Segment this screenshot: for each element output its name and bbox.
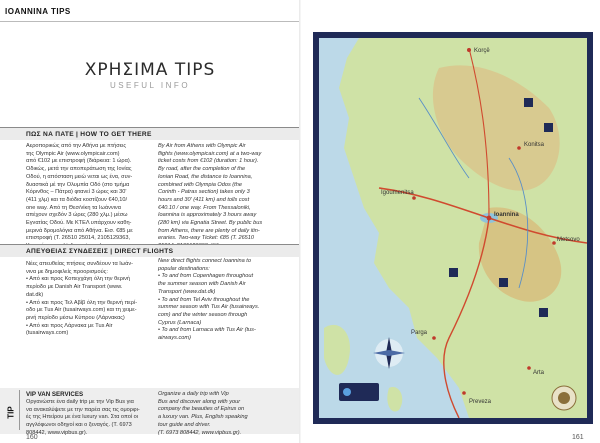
text-line: δυαστικά μέ την Ολυμπία Οδό (στο τμήμα	[26, 181, 130, 188]
text-line: Ioannina is approximately 3 hours away	[158, 212, 257, 219]
text-line: eraries. Two-way Ticket: €85 (T. 26510	[158, 235, 255, 242]
text-line: ticket costs from €102 (duration: 1 hour).	[158, 158, 259, 165]
text-line: Organize a daily trip with Vip	[158, 391, 229, 397]
text-line: Cyprus (Larnaca)	[158, 319, 202, 326]
text-line: • To and from Tel Aviv throughout the	[158, 296, 250, 303]
text-line: hours and 30' (411 km) and tolls cost	[158, 196, 250, 203]
city-label: Metsovo	[557, 237, 580, 243]
tip-divider	[19, 390, 20, 430]
text-line: να ανακαλύψετε με την παρέα σας τις ομορφι-	[26, 406, 140, 413]
header-rule	[0, 21, 300, 22]
tip-label-text: TIP	[6, 405, 16, 419]
map-marker-korce	[467, 48, 471, 52]
city-label: Konitsa	[524, 142, 545, 148]
text-line: Κόρινθος – Πάτρα) φτανεί 3 ώρες και 30'	[26, 189, 127, 196]
text-line: one way. Από τη Θεσ/νίκη τα Ιωάννινα	[26, 204, 121, 211]
text-line: αγγλόφωνοι οδηγοί και ο ξεναγός. (Τ. 6973	[26, 422, 132, 429]
text-line: 808442, www.vipbus.gr).	[26, 429, 88, 436]
text-line: Νέες απευθείας πτήσεις συνδέουν τα Ιωάν-	[26, 261, 134, 267]
how-to-get-there-english-text	[158, 143, 286, 259]
text-line: ές της Ηπείρου με ένα luxury van. Στα οποί οι	[26, 414, 138, 421]
direct-flights-greek-text	[26, 261, 147, 338]
text-line: της Olympic Air (www.olympicair.com)	[26, 150, 120, 157]
map-marker-metsovo	[552, 241, 556, 245]
text-line: Corinth - Patras section) takes only 3	[158, 189, 250, 196]
text-line: • Από και προς Τελ Αβίβ όλη την θερινή περί-	[26, 299, 138, 306]
how-to-get-there-greek-text	[26, 143, 147, 251]
text-line: dat.dk)	[26, 291, 44, 298]
text-line: com) and the winter season through	[158, 311, 248, 318]
text-line: ρινή περίοδο μέσω Κύπρου (Λάρνακας)	[26, 314, 125, 321]
city-label: Preveza	[469, 399, 492, 405]
text-line: Transport (www.dat.dk)	[158, 288, 216, 295]
city-label: Korçë	[474, 48, 490, 54]
city-label: Parga	[411, 330, 428, 336]
text-line: (T. 6973 808442, www.vipbus.gr).	[158, 429, 242, 436]
city-label: Igoumenitsa	[381, 190, 414, 196]
tip-english-text	[158, 391, 286, 437]
map-marker-konitsa	[517, 146, 521, 150]
text-line: €40.10 / one way. From Thessaloniki,	[158, 204, 251, 211]
text-line: By Air from Athens with Olympic Air	[158, 143, 246, 149]
section-tab-label: IOANNINA TIPS	[5, 6, 71, 16]
section-heading-direct-flights: ΑΠΕΥΘΕΙΑΣ ΣΥΝΔΕΣΕΙΣ | DIRECT FLIGHTS	[0, 244, 300, 257]
text-line: • To and from Copenhagen throughout	[158, 273, 254, 280]
text-line: a luxury van. Plus, English speaking	[158, 414, 248, 421]
text-line: οδο με Tus Air (tusairways.com) και τη χειμε-	[26, 307, 137, 314]
direct-flights-english-text	[158, 258, 286, 343]
text-line: Οδικώς, μετά την αποπεράτωση της Ιονίας	[26, 166, 132, 173]
text-line: airways.com)	[158, 335, 191, 342]
text-line: Αεροπορικώς από την Αθήνα με πτήσεις	[26, 143, 127, 149]
poi-icon	[499, 278, 508, 287]
city-label: Ioannina	[494, 212, 519, 218]
text-line: from Athens, there are plenty of daily itin-	[158, 227, 260, 234]
text-line: απέχουν σχεδόν 3 ώρες (280 χλμ.) μέσω	[26, 212, 128, 219]
map-marker-preveza	[462, 391, 466, 395]
text-line: tour guide and driver.	[158, 421, 211, 428]
poi-icon	[544, 123, 553, 132]
page-subtitle: USEFUL INFO	[109, 81, 191, 90]
text-line: Εγνατίας Οδού. Με ΚΤΕΛ υπάρχουν καθη-	[26, 220, 132, 227]
text-line: Οργανώστε ένα daily trip με την Vip Bus για	[26, 399, 134, 405]
text-line: επιστροφή (Τ. 26510 25014, 2105129363,	[26, 235, 131, 242]
map-marker-igoumenitsa	[412, 196, 416, 200]
epirus-region-seal	[552, 386, 576, 410]
page-number-left: 160	[26, 434, 38, 441]
text-line: (tusairways.com)	[26, 330, 69, 337]
text-line: summer season with Tus Air (tusairways.	[158, 304, 260, 311]
greece-logo	[339, 383, 379, 401]
text-line: popular destinations:	[158, 265, 210, 272]
text-line: μερινά δρομολόγια από Αθήνα. Εισ. €85 με	[26, 227, 133, 234]
text-line: (411 χλμ) και τα διόδια κοστίζουν €40,10/	[26, 196, 128, 203]
map-marker-ioannina	[487, 216, 492, 221]
section-tab	[0, 0, 88, 22]
text-line: από €102 με επιστροφή (διάρκεια: 1 ώρα).	[26, 158, 132, 165]
text-line: • Από και προς Λάρνακα με Tus Air	[26, 322, 113, 329]
map-marker-parga	[432, 336, 436, 340]
text-line: By road, after the completion of the	[158, 166, 246, 173]
section-heading-how-to-get-there: ΠΩΣ ΝΑ ΠΑΤΕ | HOW TO GET THERE	[0, 127, 300, 140]
tip-heading: VIP VAN SERVICES	[26, 391, 84, 398]
city-label: Arta	[533, 370, 545, 376]
text-line: (280 km) via Egnatia Street. By public bus	[158, 220, 263, 227]
text-line: Bus and discover along with your	[158, 398, 241, 405]
poi-icon	[449, 268, 458, 277]
tip-greek-text	[26, 399, 146, 438]
page-number-right: 161	[572, 434, 584, 441]
book-gutter	[299, 0, 301, 443]
text-line: νινα με δημοφιλείς προορισμούς:	[26, 268, 108, 275]
text-line: the summer season with Danish Air	[158, 281, 246, 288]
epirus-map	[319, 38, 587, 418]
poi-icon	[524, 98, 533, 107]
poi-icon	[539, 308, 548, 317]
text-line: • Από και προς Κοπεγχάγη όλη την θερινή	[26, 276, 131, 283]
text-line: flights (www.olympicair.com) at a two-way	[158, 150, 262, 157]
tip-label	[5, 392, 17, 432]
text-line: company the beauties of Epirus on	[158, 406, 245, 413]
text-line: combined with Olympia Odos (the	[158, 181, 242, 188]
text-line: Οδού, η απόσταση μειώ νεται ως ένα, συν-	[26, 173, 133, 180]
text-line: New direct flights connect Ioannina to	[158, 258, 251, 264]
text-line: περίοδο με Danish Air Transport (www.	[26, 284, 123, 291]
text-line: Ionian Road, the distance to Ioannina,	[158, 173, 253, 180]
map-marker-arta	[527, 366, 531, 370]
text-line: • To and from Larnaca with Tus Air (tus-	[158, 327, 256, 334]
page-title: ΧΡΗΣΙΜΑ TIPS	[84, 60, 216, 80]
